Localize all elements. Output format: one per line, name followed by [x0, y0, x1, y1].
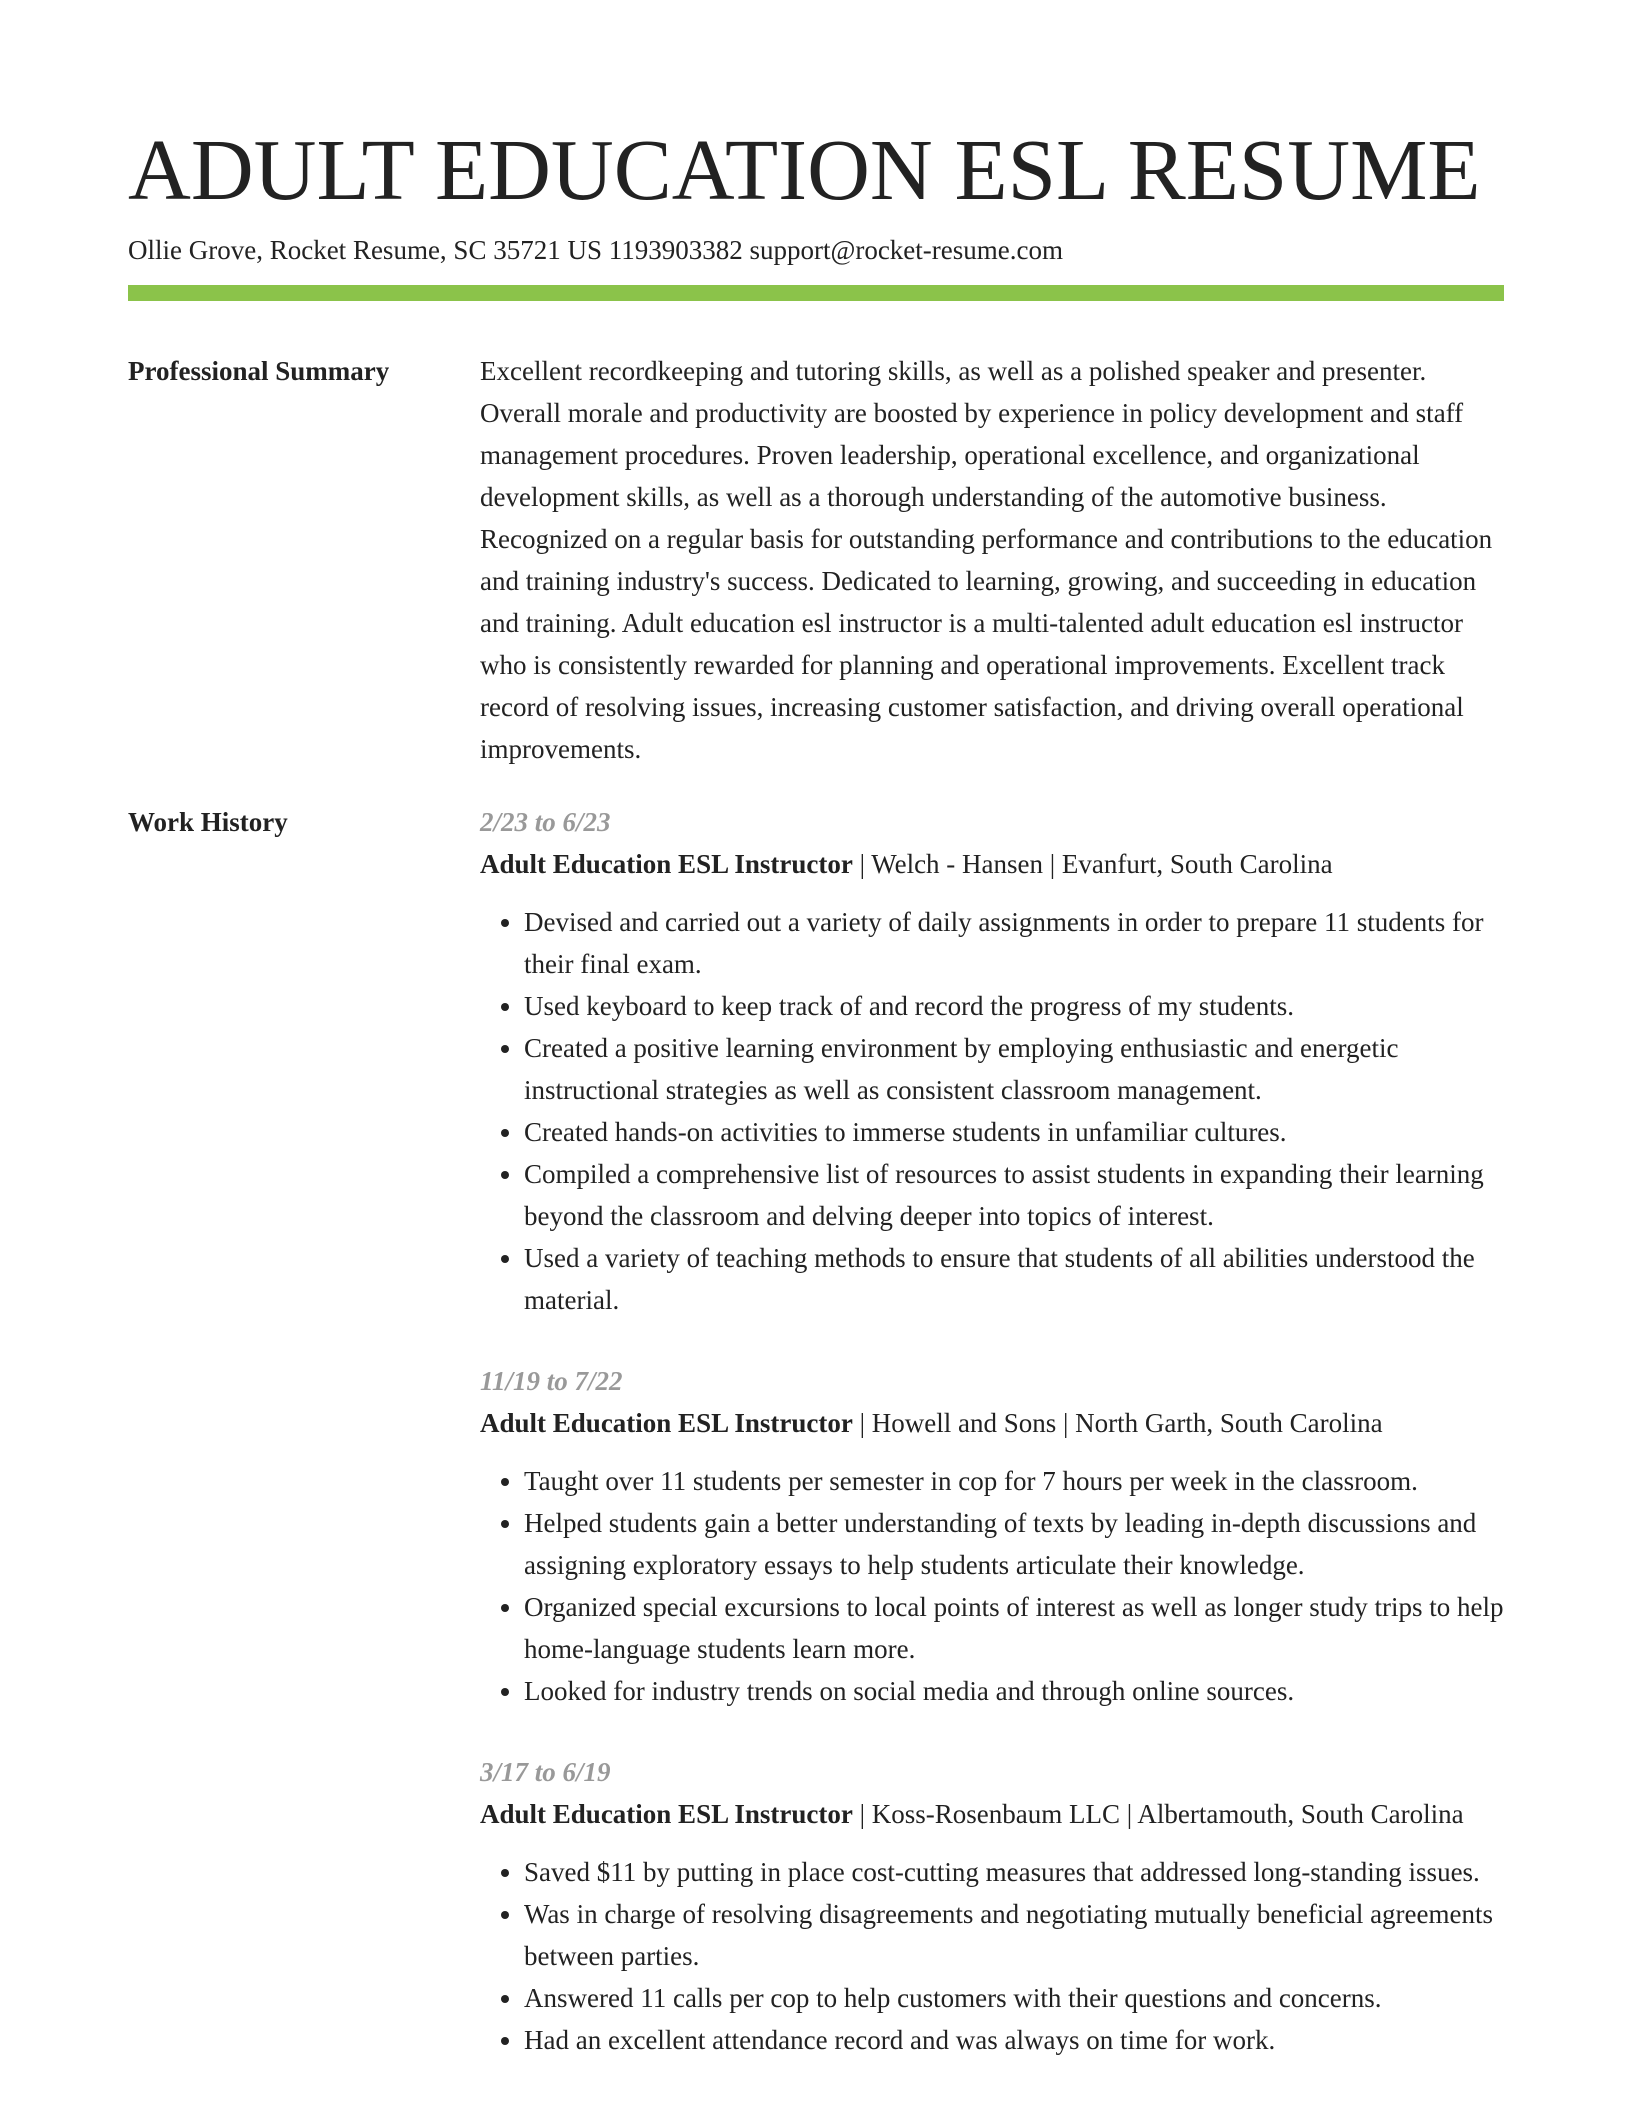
job-dates: 11/19 to 7/22 [480, 1366, 623, 1396]
job-title: Adult Education ESL Instructor [480, 849, 853, 879]
job-title-line [480, 843, 1504, 885]
job-bullet: • Used a variety of teaching methods to ensure that students of all abilities understood the material. [524, 1237, 1504, 1321]
summary-body [480, 350, 1504, 770]
job-title: Adult Education ESL Instructor [480, 1408, 853, 1438]
contact-info: Ollie Grove, Rocket Resume, SC 35721 US 1193903382 support@rocket-resume.com [128, 235, 1063, 265]
job-bullet-list [480, 1851, 1504, 2061]
job-bullet: • Created a positive learning environment by employing enthusiastic and energetic instructional strategies as well as consistent classroom management. [524, 1027, 1504, 1111]
resume-header [128, 118, 1504, 268]
job-entry [480, 1360, 1504, 1712]
section-label-summary: Professional Summary [128, 356, 390, 386]
job-bullet: • Had an excellent attendance record and was always on time for work. [524, 2019, 1504, 2061]
job-bullet-list [480, 901, 1504, 1321]
section-label-work-history: Work History [128, 807, 288, 837]
job-entry [480, 801, 1504, 1321]
job-employer-location: | Howell and Sons | North Garth, South Carolina [852, 1408, 1383, 1438]
job-bullet: • Taught over 11 students per semester in cop for 7 hours per week in the classroom. [524, 1460, 1504, 1502]
job-dates: 3/17 to 6/19 [480, 1757, 611, 1787]
resume-title: ADULT EDUCATION ESL RESUME [128, 121, 1481, 218]
job-entry [480, 1751, 1504, 2061]
work-history-body [480, 801, 1504, 2100]
job-bullet: • Helped students gain a better understanding of texts by leading in-depth discussions and assigning exploratory essays to help students articulate their knowledge. [524, 1502, 1504, 1586]
job-bullet: • Was in charge of resolving disagreements and negotiating mutually beneficial agreements between parties. [524, 1893, 1504, 1977]
job-bullet: • Used keyboard to keep track of and record the progress of my students. [524, 985, 1504, 1027]
job-title: Adult Education ESL Instructor [480, 1799, 853, 1829]
header-divider [128, 285, 1504, 301]
job-bullet: • Organized special excursions to local points of interest as well as longer study trips to help home-language students learn more. [524, 1586, 1504, 1670]
job-employer-location: | Welch - Hansen | Evanfurt, South Carolina [852, 849, 1333, 879]
summary-text: Excellent recordkeeping and tutoring skills, as well as a polished speaker and presenter. Overall morale and productivity are boosted by experience in policy development and staff management procedures. Proven leadership, operational excellence, and organizational development skills, as well as a thorough understanding of the automotive business. Recognized on a regular basis for outstanding performance and contributions to the education and training industry's success. Dedicated to learning, growing, and succeeding in education and training. Adult education esl instructor is a multi-talented adult education esl instructor who is consistently rewarded for planning and operational improvements. Excellent track record of resolving issues, increasing customer satisfaction, and driving overall operational improvements. [480, 356, 1493, 764]
job-bullet: • Devised and carried out a variety of daily assignments in order to prepare 11 students for their final exam. [524, 901, 1504, 985]
job-bullet: • Looked for industry trends on social media and through online sources. [524, 1670, 1504, 1712]
job-bullet: • Saved $11 by putting in place cost-cutting measures that addressed long-standing issues. [524, 1851, 1504, 1893]
job-title-line [480, 1793, 1504, 1835]
job-dates: 2/23 to 6/23 [480, 807, 611, 837]
job-employer-location: | Koss-Rosenbaum LLC | Albertamouth, South Carolina [852, 1799, 1464, 1829]
job-bullet: • Answered 11 calls per cop to help customers with their questions and concerns. [524, 1977, 1504, 2019]
job-bullet: • Created hands-on activities to immerse students in unfamiliar cultures. [524, 1111, 1504, 1153]
job-title-line [480, 1402, 1504, 1444]
job-bullet: • Compiled a comprehensive list of resources to assist students in expanding their learning beyond the classroom and delving deeper into topics of interest. [524, 1153, 1504, 1237]
job-bullet-list [480, 1460, 1504, 1712]
